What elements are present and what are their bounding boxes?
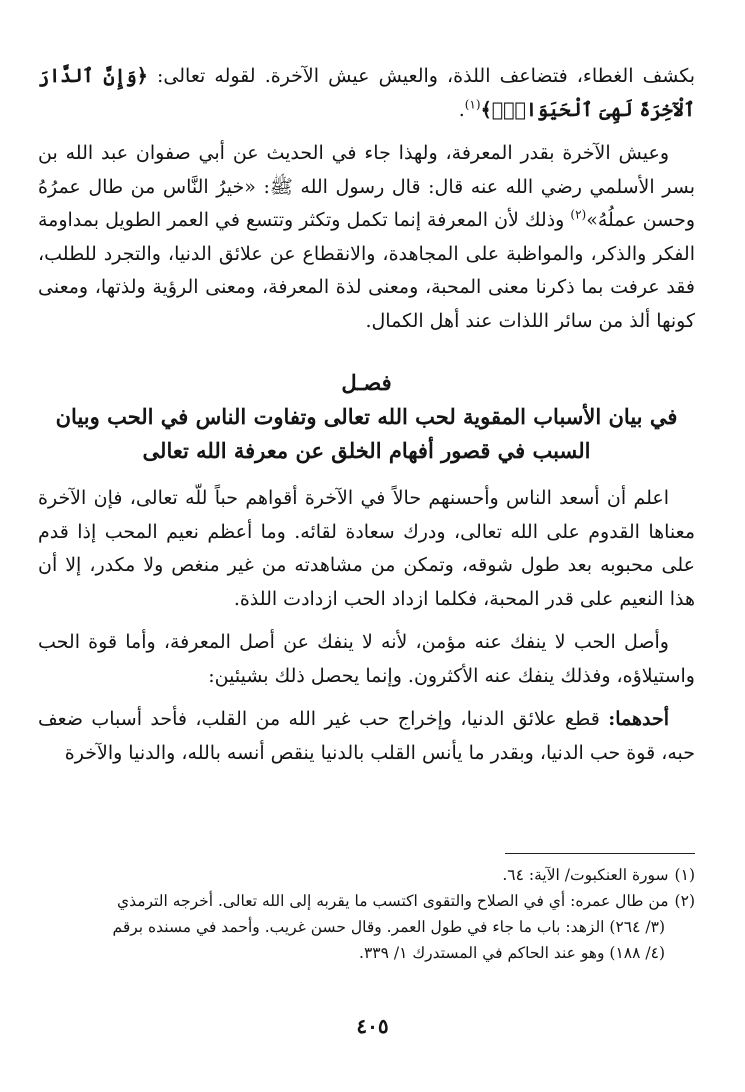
paragraph-body-2: وأصل الحب لا ينفك عنه مؤمن، لأنه لا ينفك عن أصل المعرفة، وأما قوة الحب واستيلاؤه، وفذلك ينفك عنه الأكثرون. وإنما يحصل ذلك بشيئين: bbox=[38, 631, 695, 687]
paragraph-body-1: اعلم أن أسعد الناس وأحسنهم حالاً في الآخرة أقواهم حباً للّه تعالى، فإن الآخرة معناها القدوم على الله تعالى، ودرك سعادة لقائه. وما أعظم نعيم المحب إذا قدم على محبوبه بعد طول شوقه، وتمكن من مشاهدته من غير منغص ولا مكدر، إلا أن هذا النعيم على قدر المحبة، فكلما ازداد الحب ازدادت اللذة. bbox=[38, 487, 695, 610]
page-number: ٤٠٥ bbox=[356, 1014, 389, 1038]
paragraph-text: وعيش الآخرة بقدر المعرفة، ولهذا جاء في الحديث عن أبي صفوان عبد الله بن بسر الأسلمي رضي الله عنه قال: قال رسول الله ﷺ: «خيرُ النَّاس من طال عمرُهُ وحسن عملُهُ» bbox=[38, 142, 695, 231]
section-title-line-1: في بيان الأسباب المقوية لحب الله تعالى وتفاوت الناس في الحب وبيان bbox=[55, 404, 678, 429]
quran-verse: ﴿وَإِنَّ ٱلدَّارَ ٱلْآخِرَةَ لَهِىَ ٱلْحَيَوَانُۚ﴾ bbox=[38, 65, 695, 121]
footnote-divider bbox=[505, 853, 695, 854]
section-label: فصـل bbox=[341, 370, 392, 395]
footnote-2-continuation: (٤/ ١٨٨) وهو عند الحاكم في المستدرك ١/ ٣٣٩. bbox=[359, 944, 665, 962]
footnote-text: من طال عمره: أي في الصلاح والتقوى اكتسب ما يقربه إلى الله تعالى. أخرجه الترمذي bbox=[116, 892, 669, 910]
paragraph-continuation bbox=[38, 60, 695, 127]
paragraph-text: قطع علائق الدنيا، وإخراج حب غير الله من القلب، فأحد أسباب ضعف حبه، قوة حب الدنيا، وبقدر ما يأنس القلب بالدنيا ينقص أنسه بالله، والدنيا والآخرة bbox=[38, 708, 695, 764]
footnote-2 bbox=[38, 888, 695, 914]
paragraph-text-rest: وذلك لأن المعرفة إنما تكمل وتكثر وتتسع في العمر الطويل بمداومة الفكر والذكر، والمواظبة على المجاهدة، والانقطاع عن علائق الدنيا، والتجرد للطلب، فقد عرفت بما ذكرنا معنى المحبة، ومعنى لذة المعرفة، ومعنى الرؤية ولذتها، ومعنى كونها ألذ من سائر اللذات عند أهل الكمال. bbox=[37, 209, 695, 332]
section-title-line-2: السبب في قصور أفهام الخلق عن معرفة الله تعالى bbox=[142, 438, 591, 463]
footnotes bbox=[38, 862, 695, 966]
paragraph-body-3 bbox=[38, 703, 695, 770]
footnote-ref-1[interactable]: (١) bbox=[464, 97, 481, 112]
footnote-number: (٢) bbox=[674, 892, 695, 910]
paragraph-lead: أحدهما: bbox=[608, 708, 669, 730]
section-heading bbox=[38, 366, 695, 468]
paragraph-hadith bbox=[38, 137, 695, 338]
footnote-number: (١) bbox=[674, 866, 695, 884]
footnote-2-continuation: (٣/ ٢٦٤) الزهد: باب ما جاء في طول العمر. وقال حسن غريب. وأحمد في مسنده برقم bbox=[112, 918, 665, 936]
footnote-ref-2[interactable]: (٢) bbox=[570, 207, 587, 222]
paragraph-text: بكشف الغطاء، فتضاعف اللذة، والعيش عيش الآخرة. لقوله تعالى: bbox=[147, 65, 695, 87]
paragraph-end: . bbox=[458, 98, 465, 121]
footnote-text: سورة العنكبوت/ الآية: ٦٤. bbox=[502, 866, 669, 884]
footnote-1 bbox=[38, 862, 695, 888]
